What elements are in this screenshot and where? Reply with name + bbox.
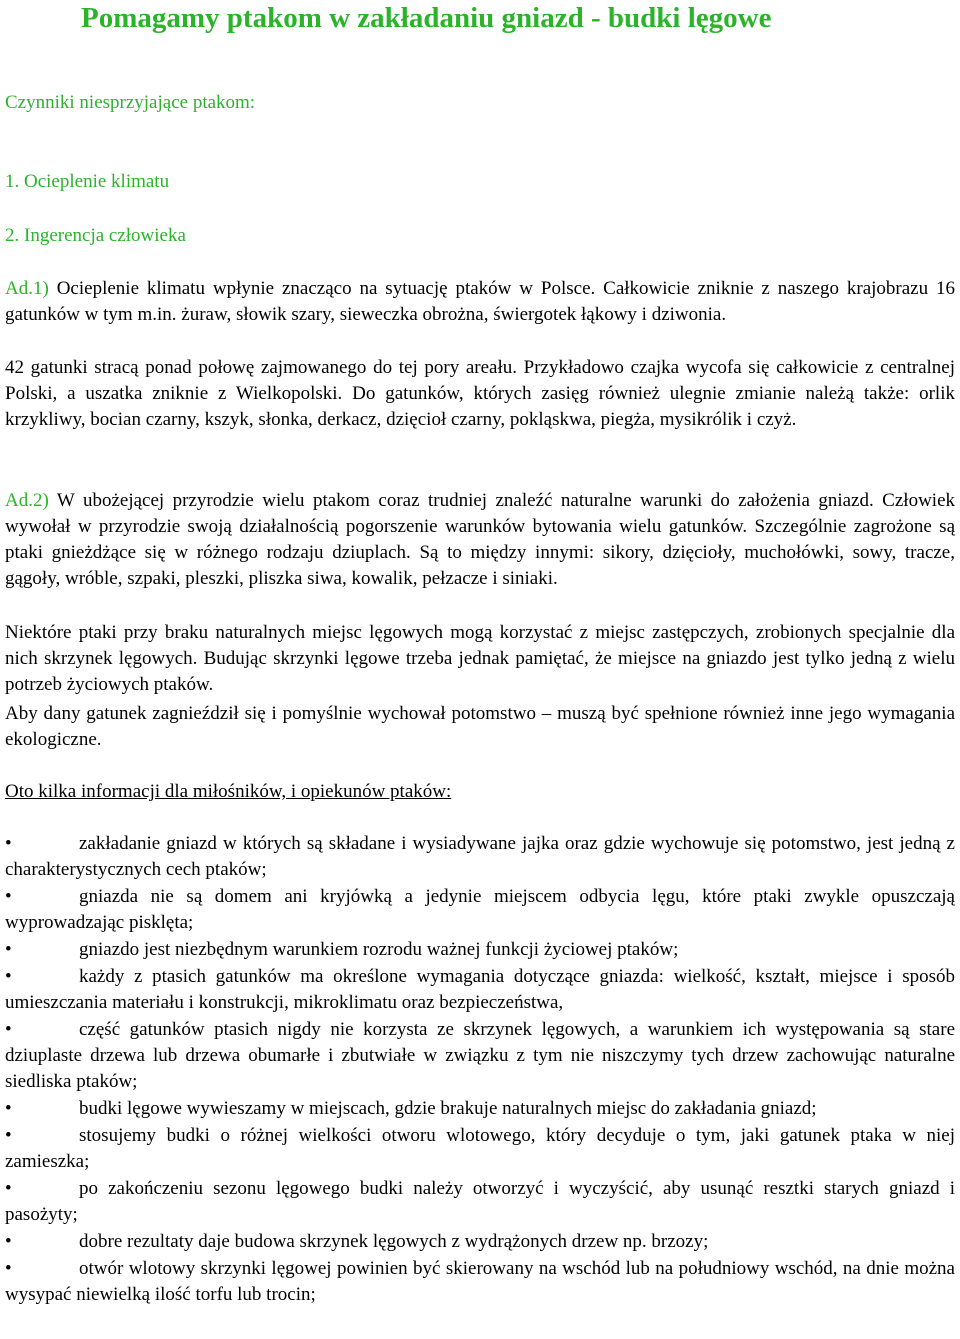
ad2-paragraph-3: Aby dany gatunek zagnieździł się i pomyślnie wychował potomstwo – muszą być spełnione również inne jego wymagania ekologiczne. <box>5 703 955 750</box>
list-item: • gniazdo jest niezbędnym warunkiem rozrodu ważnej funkcji życiowej ptaków; <box>5 937 955 963</box>
bullet-icon: • <box>5 1098 12 1119</box>
list-item: • budki lęgowe wywieszamy w miejscach, gdzie brakuje naturalnych miejsc do zakładania gniazd; <box>5 1096 955 1122</box>
list-item: • gniazda nie są domem ani kryjówką a jedynie miejscem odbycia lęgu, które ptaki zwykle opuszczają wyprowadzając pisklęta; <box>5 886 955 933</box>
ad2-label: Ad.2) <box>5 490 49 511</box>
bullet-icon: • <box>5 1178 12 1199</box>
bullet-icon: • <box>5 1019 12 1040</box>
page-title: Pomagamy ptakom w zakładaniu gniazd - budki lęgowe <box>81 2 772 34</box>
ad2-paragraph <box>5 488 955 592</box>
bullet-icon: • <box>5 833 12 854</box>
bullet-icon: • <box>5 1231 12 1252</box>
bullet-icon: • <box>5 886 12 907</box>
list-item: • zakładanie gniazd w których są składane i wysiadywane jajka oraz gdzie wychowuje się potomstwo, jest jedną z charakterystycznych cech ptaków; <box>5 833 955 880</box>
factor-item-2: 2. Ingerencja człowieka <box>5 225 186 246</box>
list-item: • stosujemy budki o różnej wielkości otworu wlotowego, który decyduje o tym, jaki gatunek ptaka w niej zamieszka; <box>5 1125 955 1172</box>
ad1-paragraph-2: 42 gatunki stracą ponad połowę zajmowanego do tej pory areału. Przykładowo czajka wycofa się całkowicie z centralnej Polski, a uszatka zniknie z Wielkopolski. Do gatunków, których zasięg również ulegnie zmianie należą także: orlik krzykliwy, bocian czarny, kszyk, słonka, derkacz, dzięcioł czarny, pokląskwa, piegża, mysikrólik i czyż. <box>5 357 955 430</box>
list-item: • dobre rezultaty daje budowa skrzynek lęgowych z wydrążonych drzew np. brzozy; <box>5 1229 955 1255</box>
ad2-paragraph-2: Niektóre ptaki przy braku naturalnych miejsc lęgowych mogą korzystać z miejsc zastępczych, zrobionych specjalnie dla nich skrzynek lęgowych. Budując skrzynki lęgowe trzeba jednak pamiętać, że miejsce na gniazdo jest tylko jedną z wielu potrzeb życiowych ptaków. <box>5 622 955 695</box>
bullet-icon: • <box>5 1125 12 1146</box>
info-heading: Oto kilka informacji dla miłośników, i opiekunów ptaków: <box>5 781 452 802</box>
list-item: • każdy z ptasich gatunków ma określone wymagania dotyczące gniazda: wielkość, kształt, miejsce i sposób umieszczania materiału i konstrukcji, mikroklimatu oraz bezpieczeństwa, <box>5 966 955 1013</box>
bullet-icon: • <box>5 1258 12 1279</box>
list-item: • otwór wlotowy skrzynki lęgowej powinien być skierowany na wschód lub na południowy wschód, na dnie można wysypać niewielką ilość torfu lub trocin; <box>5 1258 955 1305</box>
ad1-text: Ocieplenie klimatu wpłynie znacząco na sytuację ptaków w Polsce. Całkowicie zniknie z naszego krajobrazu 16 gatunków w tym m.in. żuraw, słowik szary, sieweczka obrożna, świergotek łąkowy i dziwonia. <box>5 278 955 325</box>
bullet-icon: • <box>5 939 12 960</box>
ad1-paragraph <box>5 276 955 328</box>
list-item: • po zakończeniu sezonu lęgowego budki należy otworzyć i wyczyścić, aby usunąć resztki starych gniazd i pasożyty; <box>5 1178 955 1225</box>
factor-item-1: 1. Ocieplenie klimatu <box>5 171 170 192</box>
ad1-label: Ad.1) <box>5 278 49 299</box>
list-item: • część gatunków ptasich nigdy nie korzysta ze skrzynek lęgowych, a warunkiem ich występowania są stare dziuplaste drzewa lub drzewa obumarłe i zbutwiałe w związku z tym nie niszczymy tych drzew zachowując naturalne siedliska ptaków; <box>5 1019 955 1092</box>
ad2-text: W ubożejącej przyrodzie wielu ptakom coraz trudniej znaleźć naturalne warunki do założenia gniazd. Człowiek wywołał w przyrodzie swoją działalnością pogorszenie warunków bytowania wielu gatunków. Szczególnie zagrożone są ptaki gnieżdżące się w różnego rodzaju dziuplach. Są to między innymi: sikory, dzięcioły, muchołówki, sowy, tracze, gągoły, wróble, szpaki, pleszki, pliszka siwa, kowalik, pełzacze i siniaki. <box>5 490 955 589</box>
bullet-icon: • <box>5 966 12 987</box>
info-bullet-list <box>5 831 955 1308</box>
factors-heading: Czynniki niesprzyjające ptakom: <box>5 92 256 113</box>
